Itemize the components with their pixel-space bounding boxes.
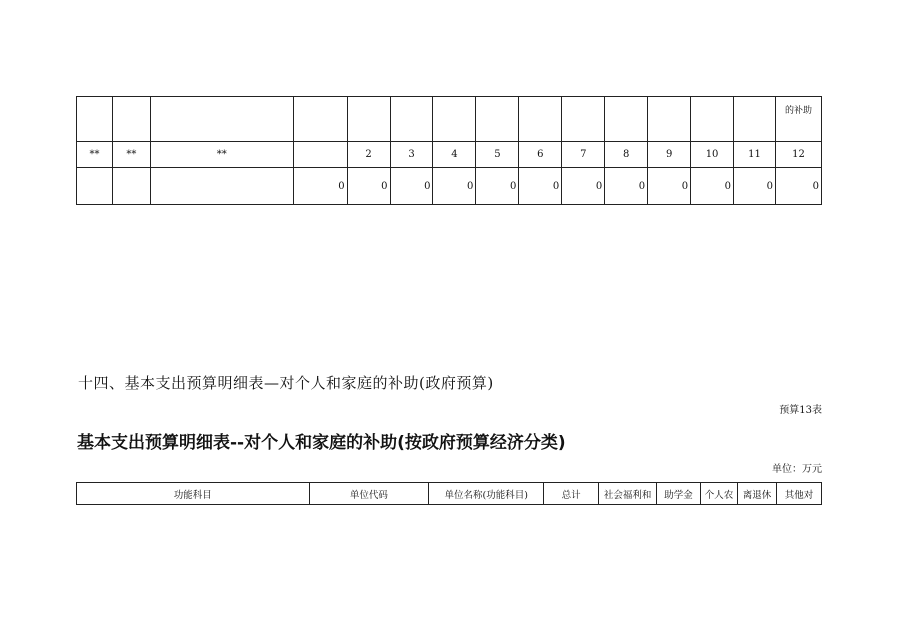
table-cell: 0	[605, 168, 648, 205]
header-cell	[150, 97, 293, 142]
table-cell	[293, 142, 347, 168]
header-cell	[648, 97, 691, 142]
table-cell	[112, 168, 150, 205]
header-cell	[734, 97, 776, 142]
table-cell: 3	[390, 142, 433, 168]
section-title: 十四、基本支出预算明细表—对个人和家庭的补助(政府预算)	[78, 374, 494, 392]
header-cell-other: 其他对	[776, 483, 821, 505]
table-cell: 0	[476, 168, 519, 205]
header-cell	[293, 97, 347, 142]
table-cell: 0	[293, 168, 347, 205]
table-cell: 9	[648, 142, 691, 168]
table-cell: 4	[433, 142, 476, 168]
column-number-row	[77, 142, 822, 168]
unit-label: 单位：万元	[772, 464, 822, 475]
lower-detail-table	[76, 482, 822, 505]
table-cell: 6	[519, 142, 562, 168]
header-cell-unit-name: 单位名称(功能科目)	[429, 483, 544, 505]
table-cell: 0	[691, 168, 734, 205]
table-header-row	[77, 483, 822, 505]
table-number: 预算13表	[779, 405, 822, 416]
table-cell: **	[112, 142, 150, 168]
table-cell: 10	[691, 142, 734, 168]
header-cell-col12: 的补助	[775, 97, 821, 142]
table-cell: 5	[476, 142, 519, 168]
table-header-row	[77, 97, 822, 142]
upper-detail-table	[76, 96, 822, 205]
header-cell	[562, 97, 605, 142]
table-cell: 0	[390, 168, 433, 205]
header-cell-grant: 助学金	[657, 483, 701, 505]
table-cell: 0	[562, 168, 605, 205]
table-cell: 7	[562, 142, 605, 168]
table-cell	[150, 168, 293, 205]
table-cell: 0	[648, 168, 691, 205]
table-cell: 0	[347, 168, 390, 205]
table-cell: 12	[775, 142, 821, 168]
header-cell-personal: 个人农	[701, 483, 738, 505]
header-cell	[476, 97, 519, 142]
table-cell: 0	[734, 168, 776, 205]
table-cell: 0	[433, 168, 476, 205]
header-cell	[347, 97, 390, 142]
header-cell	[519, 97, 562, 142]
header-cell	[77, 97, 113, 142]
table-cell: 2	[347, 142, 390, 168]
header-cell	[112, 97, 150, 142]
header-cell-unit-code: 单位代码	[309, 483, 429, 505]
page-title: 基本支出预算明细表--对个人和家庭的补助(按政府预算经济分类)	[77, 433, 566, 453]
table-cell	[77, 168, 113, 205]
header-cell	[691, 97, 734, 142]
table-cell: 11	[734, 142, 776, 168]
header-cell-social-welfare: 社会福利和	[599, 483, 657, 505]
table-cell: 0	[775, 168, 821, 205]
header-cell-retirement: 离退休	[738, 483, 777, 505]
header-cell-total: 总计	[544, 483, 599, 505]
table-cell: 0	[519, 168, 562, 205]
header-cell	[390, 97, 433, 142]
table-cell: 8	[605, 142, 648, 168]
table-cell: **	[77, 142, 113, 168]
header-cell-function: 功能科目	[77, 483, 310, 505]
header-cell	[433, 97, 476, 142]
table-row	[77, 168, 822, 205]
table-cell: **	[150, 142, 293, 168]
header-cell	[605, 97, 648, 142]
